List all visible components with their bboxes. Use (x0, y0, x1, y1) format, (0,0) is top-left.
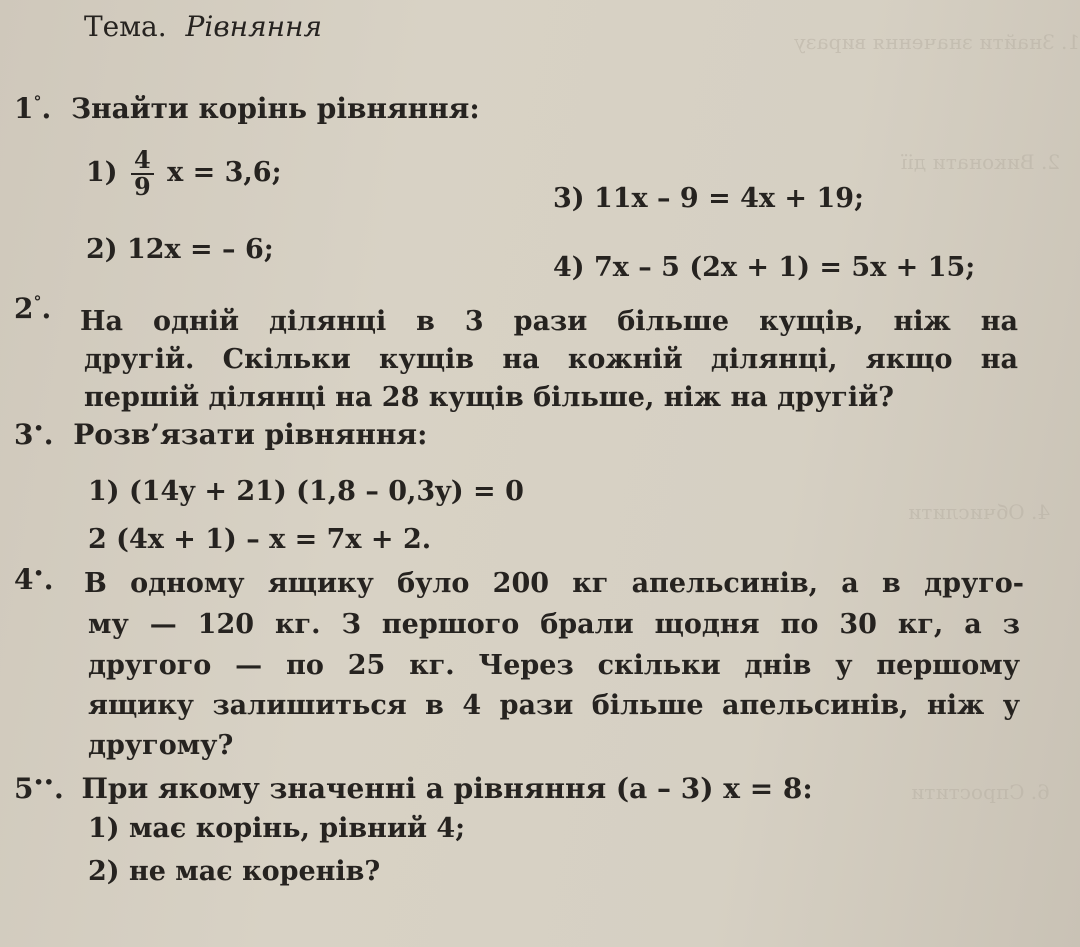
problem-3-item-2: 2 (4x + 1) – x = 7x + 2. (88, 524, 432, 555)
bleed-through-text: 6. Спростити (911, 780, 1050, 804)
problem-title: Розв’язати рівняння: (73, 418, 428, 451)
problem-title: При якому значенні a рівняння (a – 3) x = 8: (81, 772, 813, 805)
problem-number: 1 (14, 92, 34, 125)
page-title (84, 10, 322, 43)
difficulty-marker: ° (33, 92, 42, 112)
problem-1-heading: 1°. Знайти корінь рівняння: (14, 92, 480, 125)
problem-5-heading: 5••. При якому значенні a рівняння (a – 3) x = 8: (14, 772, 813, 805)
problem-4-line: ящику залишиться в 4 рази більше апельсинів, ніж у (88, 690, 1020, 721)
difficulty-marker: •• (33, 772, 54, 792)
problem-4-line: другого — по 25 кг. Через скільки днів у першому (88, 650, 1020, 681)
problem-2-number: 2°. (14, 292, 52, 325)
problem-2-line: другій. Скільки кущів на кожній ділянці, якщо на (84, 344, 1018, 375)
difficulty-marker: ° (33, 292, 42, 312)
problem-1-item-2: 2) 12x = – 6; (86, 234, 274, 265)
bleed-through-text: 1. Знайти значення виразу (793, 30, 1080, 54)
problem-3-heading: 3•. Розв’язати рівняння: (14, 418, 428, 451)
bleed-through-text: 4. Обчислити (907, 500, 1050, 524)
problem-3-item-1: 1) (14y + 21) (1,8 – 0,3y) = 0 (88, 476, 524, 507)
problem-4-line: му — 120 кг. З першого брали щодня по 30 кг, а з (88, 609, 1020, 640)
problem-4-line: другому? (88, 730, 234, 761)
difficulty-marker: • (33, 418, 44, 438)
tema-value: Рівняння (185, 10, 323, 43)
problem-5-item-1: 1) має корінь, рівний 4; (88, 813, 466, 844)
problem-2-line: На одній ділянці в 3 рази більше кущів, ніж на (80, 306, 1018, 337)
tema-label: Тема. (84, 10, 167, 43)
fraction (131, 145, 154, 201)
fraction-denominator: 9 (133, 172, 151, 201)
problem-4-line: В одному ящику було 200 кг апельсинів, а в друго- (84, 568, 1024, 599)
fraction-numerator: 4 (131, 148, 154, 175)
problem-title: Знайти корінь рівняння: (70, 92, 480, 125)
problem-4-number: 4•. (14, 563, 54, 596)
bleed-through-text: 2. Виконати дії (900, 150, 1060, 174)
problem-1-item-3: 3) 11x – 9 = 4x + 19; (553, 183, 864, 214)
difficulty-marker: • (33, 563, 44, 583)
problem-1-item-1: 1) $\frac{4}{9}$ x = 3,6; (86, 145, 282, 201)
problem-5-item-2: 2) не має коренів? (88, 856, 381, 887)
problem-2-line: першій ділянці на 28 кущів більше, ніж на другій? (84, 382, 894, 413)
problem-1-item-4: 4) 7x – 5 (2x + 1) = 5x + 15; (553, 252, 976, 283)
